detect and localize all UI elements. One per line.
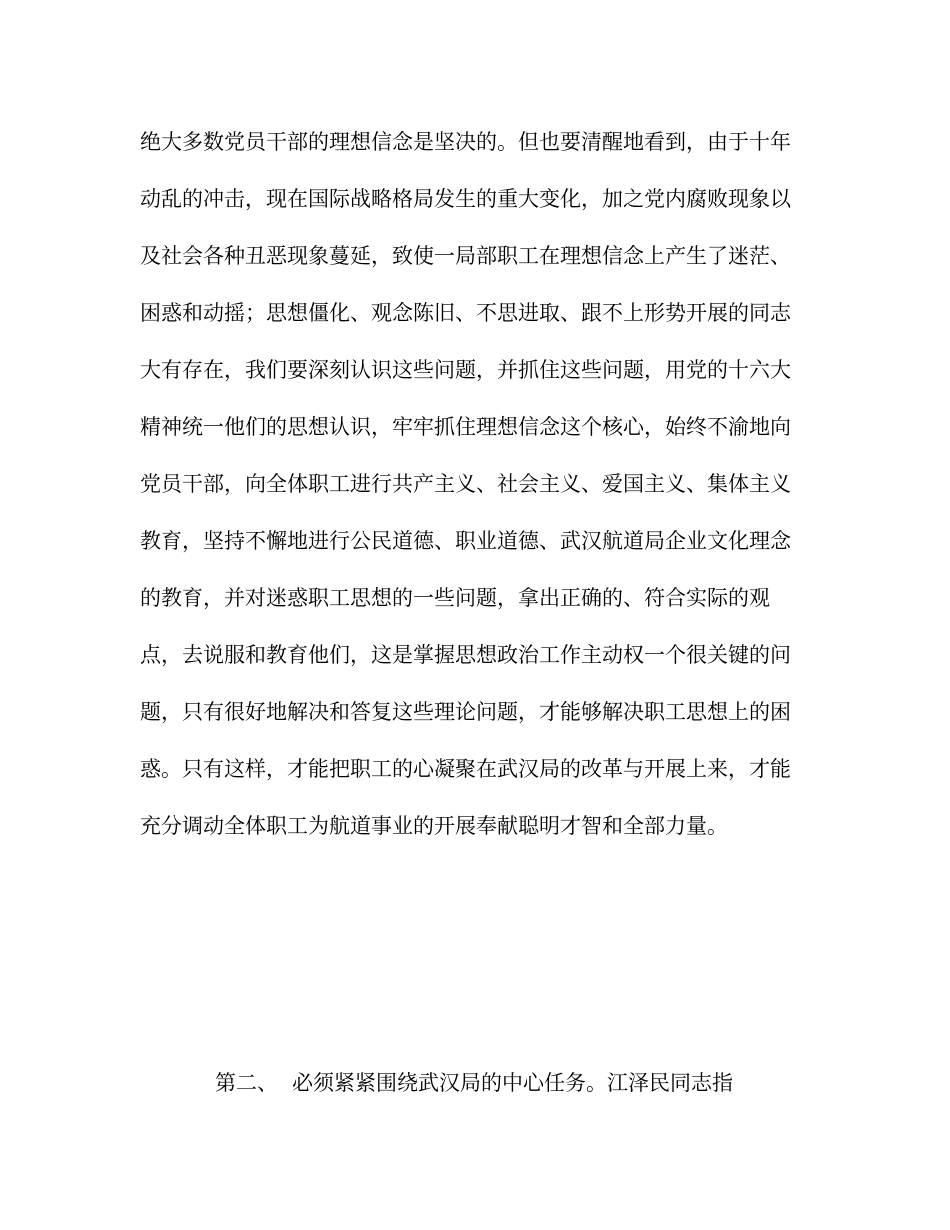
paragraph-line: 题，只有很好地解决和答复这些理论问题，才能够解决职工思想上的困: [140, 700, 791, 724]
paragraph-line: 大有存在，我们要深刻认识这些问题，并抓住这些问题，用党的十六大: [140, 358, 791, 382]
paragraph-line: 精神统一他们的思想认识，牢牢抓住理想信念这个核心，始终不渝地向: [140, 415, 791, 439]
paragraph-line: 点，去说服和教育他们，这是掌握思想政治工作主动权一个很关键的问: [140, 643, 791, 667]
paragraph-line: 困惑和动摇；思想僵化、观念陈旧、不思进取、跟不上形势开展的同志: [140, 301, 791, 325]
paragraph-line: 的教育，并对迷惑职工思想的一些问题，拿出正确的、符合实际的观: [140, 586, 770, 610]
paragraph-line: 充分调动全体职工为航道事业的开展奉献聪明才智和全部力量。: [140, 814, 728, 838]
paragraph-line: 动乱的冲击，现在国际战略格局发生的重大变化，加之党内腐败现象以: [140, 187, 791, 211]
paragraph-line: 绝大多数党员干部的理想信念是坚决的。但也要清醒地看到，由于十年: [140, 130, 791, 154]
section-number: 第二、: [215, 1071, 278, 1095]
paragraph-line: 党员干部，向全体职工进行共产主义、社会主义、爱国主义、集体主义: [140, 472, 791, 496]
section-heading: [215, 1069, 733, 1097]
paragraph-line: 及社会各种丑恶现象蔓延，致使一局部职工在理想信念上产生了迷茫、: [140, 244, 791, 268]
paragraph-line: 教育，坚持不懈地进行公民道德、职业道德、武汉航道局企业文化理念: [140, 529, 791, 553]
paragraph-line: 惑。只有这样，才能把职工的心凝聚在武汉局的改革与开展上来，才能: [140, 757, 791, 781]
section-heading-text: 必须紧紧围绕武汉局的中心任务。江泽民同志指: [292, 1071, 733, 1095]
